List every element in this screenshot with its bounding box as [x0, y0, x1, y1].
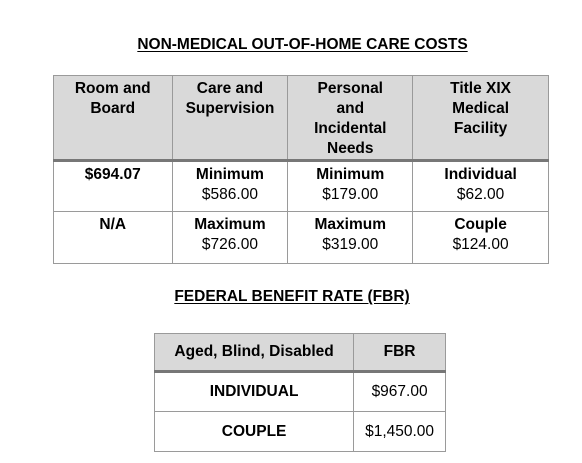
room-board-value: N/A [54, 212, 173, 264]
header-care-and-supervision: Care and Supervision [172, 76, 288, 161]
room-board-value: $694.07 [54, 161, 173, 212]
costs-title: NON-MEDICAL OUT-OF-HOME CARE COSTS [137, 36, 468, 53]
facility-couple-label: Couple [454, 216, 507, 233]
facility-couple-value: $124.00 [452, 236, 509, 253]
costs-header-row [54, 76, 549, 161]
personal-max-value: $319.00 [322, 236, 379, 253]
facility-individual-label: Individual [444, 166, 517, 183]
fbr-couple-label: COUPLE [155, 412, 354, 452]
fbr-header-row [155, 334, 446, 372]
care-supervision-cell [172, 212, 288, 264]
personal-min-label: Minimum [316, 166, 385, 183]
table-row [155, 412, 446, 452]
table-row [54, 161, 549, 212]
facility-cell [413, 161, 549, 212]
header-room-and-board: Room and Board [54, 76, 173, 161]
personal-min-value: $179.00 [322, 186, 379, 203]
care-supervision-cell [172, 161, 288, 212]
costs-table [53, 75, 549, 264]
header-fbr: FBR [354, 334, 446, 372]
fbr-title: FEDERAL BENEFIT RATE (FBR) [174, 288, 410, 305]
personal-needs-cell [288, 212, 413, 264]
care-max-value: $726.00 [201, 236, 258, 253]
header-aged-blind-disabled: Aged, Blind, Disabled [155, 334, 354, 372]
table-row [155, 372, 446, 412]
fbr-individual-label: INDIVIDUAL [155, 372, 354, 412]
personal-needs-cell [288, 161, 413, 212]
header-personal-incidental-needs: Personal and Incidental Needs [288, 76, 413, 161]
fbr-individual-value: $967.00 [354, 372, 446, 412]
care-min-value: $586.00 [201, 186, 258, 203]
table-row [54, 212, 549, 264]
fbr-couple-value: $1,450.00 [354, 412, 446, 452]
facility-cell [413, 212, 549, 264]
care-min-label: Minimum [195, 166, 264, 183]
header-title-xix-medical-facility: Title XIX Medical Facility [413, 76, 549, 161]
personal-max-label: Maximum [314, 216, 387, 233]
fbr-table [154, 333, 446, 452]
care-max-label: Maximum [194, 216, 266, 233]
facility-individual-value: $62.00 [456, 186, 505, 203]
